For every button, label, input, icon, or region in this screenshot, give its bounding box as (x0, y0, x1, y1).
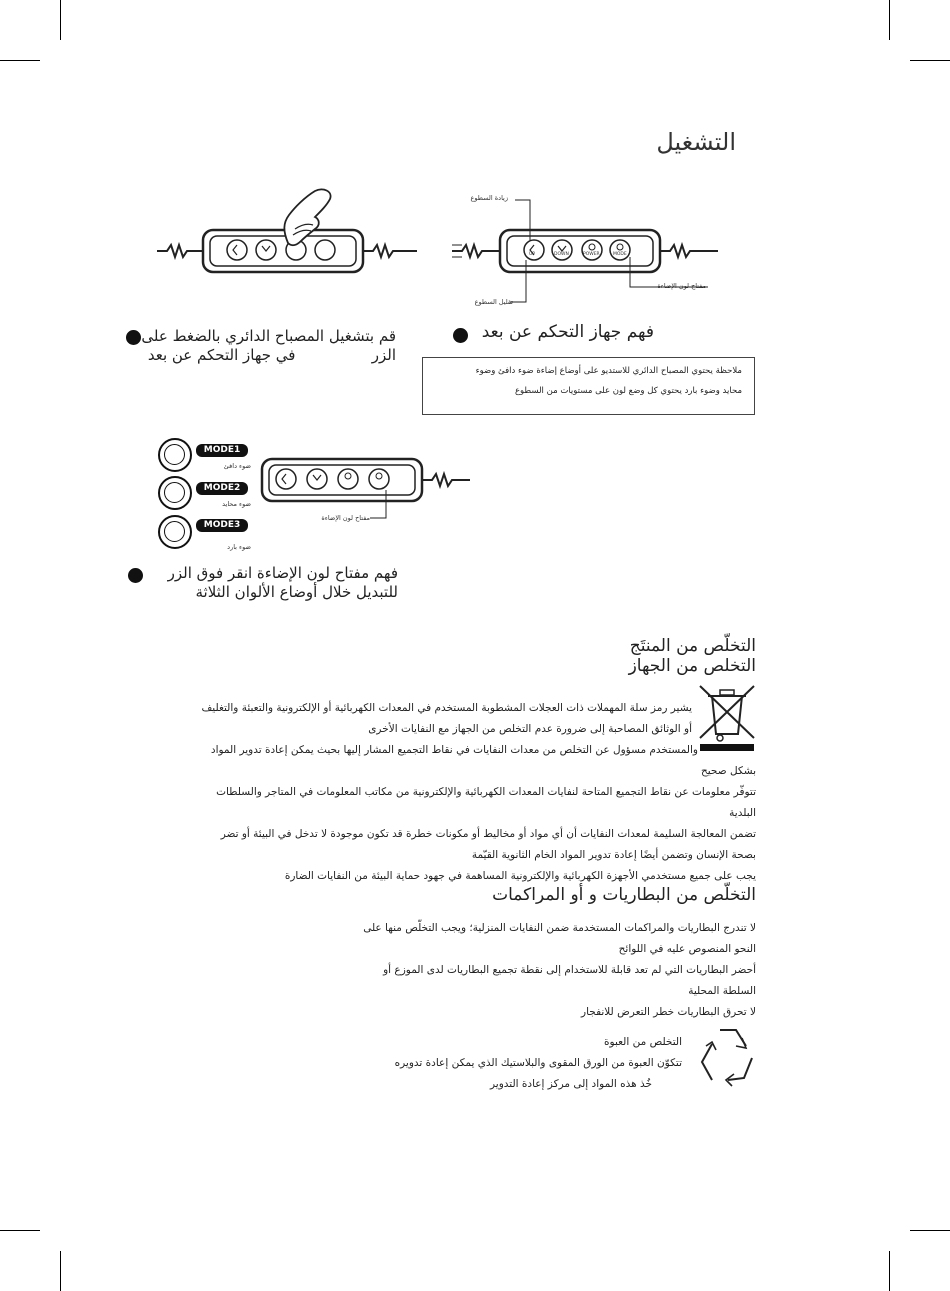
color-instruction-line2: للتبديل خلال أوضاع الألوان الثلاثة (195, 583, 398, 601)
disposal-text (92, 698, 692, 740)
page-title: التشغيل (656, 128, 736, 156)
callout-color-key: مفتاح لون الإضاءة (657, 282, 706, 290)
batteries-line: النحو المنصوص عليه في اللوائح (618, 943, 756, 955)
batteries-line: لا تندرج البطاريات والمراكمات المستخدمة ضمن النفايات المنزلية؛ ويجب التخلّص منها على (363, 922, 756, 934)
disposal-heading-2: التخلص من الجهاز (628, 656, 756, 676)
packaging-line: التخلص من العبوة (604, 1036, 682, 1048)
remote-button-label: UP (529, 252, 536, 257)
power-instruction-line2: الزر في جهاز التحكم عن بعد (147, 346, 396, 364)
batteries-text (256, 918, 756, 1023)
callout-increase-brightness: زيادة السطوع (470, 194, 508, 202)
disposal-text-wide (156, 740, 756, 887)
callout-decrease-brightness: تقليل السطوع (474, 298, 513, 306)
power-instruction-line1: قم بتشغيل المصباح الدائري بالضغط على (141, 327, 396, 345)
mode-ring-icon (158, 476, 192, 510)
section-remote-heading: فهم جهاز التحكم عن بعد (481, 322, 654, 342)
note-line-2: محايد وضوء بارد يحتوي كل وضع لون على مستويات من السطوع (514, 386, 742, 396)
crop-mark (910, 60, 950, 61)
mode-ring-icon (158, 515, 192, 549)
remote-button-label: MODE (613, 252, 627, 257)
callout-line (370, 490, 390, 522)
disposal-line: تضمن المعالجة السليمة لمعدات النفايات أن أي مواد أو مخاليط أو مكونات خطرة قد تكون موجودة لا تدخل في البيئة أو تضر (220, 828, 756, 840)
mode-label: ضوء دافئ (223, 462, 251, 470)
batteries-line: أحضر البطاريات التي لم تعد قابلة للاستخدام إلى نقطة تجميع البطاريات لدى الموزع أو (383, 964, 756, 976)
note-box (422, 357, 755, 415)
crop-mark (60, 0, 61, 40)
batteries-line: لا تحرق البطاريات خطر التعرض للانفجار (581, 1006, 756, 1018)
crop-mark (60, 1251, 61, 1291)
packaging-text (282, 1032, 682, 1095)
batteries-heading: التخلّص من البطاريات و أو المراكمات (492, 885, 756, 905)
disposal-line: تتوفّر معلومات عن نقاط التجميع المتاحة لنفايات المعدات الكهربائية والإلكترونية من مكاتب المعلومات في المتاجر والسلطات (216, 786, 756, 798)
callout-color-key: مفتاح لون الإضاءة (321, 514, 370, 522)
packaging-line: تتكوّن العبوة من الورق المقوى والبلاستيك الذي يمكن إعادة تدويره (394, 1057, 682, 1069)
callout-lines (460, 195, 720, 310)
remote-button-label: POWER (583, 252, 600, 257)
disposal-heading-1: التخلّص من المنتَج (629, 636, 756, 656)
disposal-line: والمستخدم مسؤول عن التخلص من معدات النفايات في نقاط التجميع المشار إليها بحيث يمكن إعادة تدوير المواد (210, 744, 698, 756)
disposal-line: يجب على جميع مستخدمي الأجهزة الكهربائية والإلكترونية المساهمة في جهود حماية البيئة من النفايات الضارة (284, 870, 756, 882)
mode-badge: MODE1 (196, 444, 248, 457)
mode-ring-icon (158, 438, 192, 472)
disposal-line: يشير رمز سلة المهملات ذات العجلات المشطوبة المستخدم في المعدات الكهربائية أو الإلكترونية والتعبئة والتغليف (201, 702, 692, 714)
note-line-1: ملاحظة يحتوي المصباح الدائري للاستديو على أوضاع إضاءة ضوء دافئ وضوء (475, 366, 742, 376)
packaging-line: خُذ هذه المواد إلى مركز إعادة التدوير (489, 1078, 652, 1090)
crop-mark (0, 1230, 40, 1231)
mode-label: ضوء محايد (222, 500, 251, 508)
disposal-line: بشكل صحيح (700, 765, 756, 777)
mode-badge: MODE3 (196, 519, 248, 532)
disposal-line: بصحة الإنسان وتضمن أيضًا إعادة تدوير المواد الخام الثانوية القيّمة (471, 849, 756, 861)
remote-diagram-modes (258, 455, 473, 511)
disposal-line: البلدية (729, 807, 756, 819)
crop-mark (0, 60, 40, 61)
color-instruction-line1: فهم مفتاح لون الإضاءة انقر فوق الزر (167, 564, 398, 582)
remote-button-label: DOWN (554, 252, 569, 257)
disposal-line: أو الوثائق المصاحبة إلى ضرورة عدم التخلص من الجهاز مع النفايات الأخرى (368, 723, 692, 735)
mode-label: ضوء بارد (227, 543, 251, 551)
remote-diagram-hand (155, 185, 420, 282)
recycle-icon (698, 1024, 758, 1090)
mode-badge: MODE2 (196, 482, 248, 495)
crop-mark (889, 0, 890, 40)
crop-mark (910, 1230, 950, 1231)
crop-mark (889, 1251, 890, 1291)
batteries-line: السلطة المحلية (688, 985, 756, 997)
